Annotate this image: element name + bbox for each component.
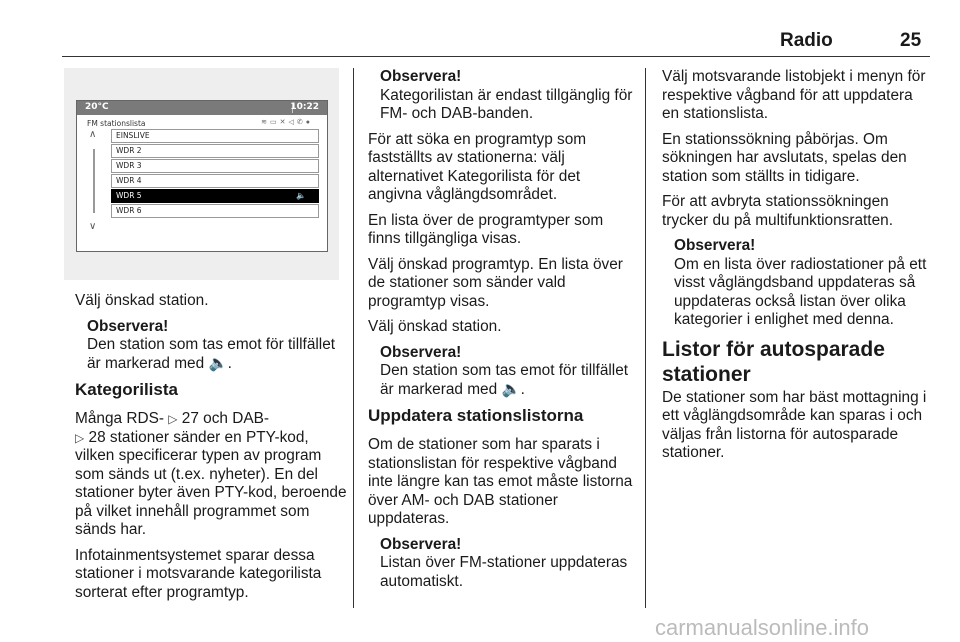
scroll-down-icon[interactable]: ∨ <box>89 221 97 232</box>
signal-icon: ≋ <box>261 119 270 126</box>
paragraph: En lista över de programtyper som finns tillgängliga visas. <box>368 211 604 247</box>
paragraph: Om de stationer som har sparats i stationslistan för respektive vågband inte längre kan tas emot måste listorna över AM- och DAB stationer uppdateras. <box>368 436 633 527</box>
note <box>87 318 347 374</box>
note-body: Om en lista över radiostationer på ett visst våglängdsband uppdateras så uppdateras också listan över olika kategorier i enlighet med denna. <box>674 255 927 328</box>
temperature: 20°C <box>85 102 109 112</box>
watermark: carmanualsonline.info <box>655 615 870 640</box>
note-body: Kategorilistan är endast tillgänglig för FM- och DAB-banden. <box>380 86 633 122</box>
station-name: WDR 4 <box>116 176 142 185</box>
paragraph: Välj önskad station. <box>368 318 502 335</box>
station-list-screenshot <box>64 68 339 280</box>
settings-icon: ● <box>305 119 313 126</box>
status-bar <box>77 101 327 115</box>
column-divider-1 <box>353 68 354 608</box>
traffic-icon: ✕ <box>279 119 289 126</box>
rds-icon: ▭ <box>270 119 280 126</box>
note-title: Observera! <box>674 237 756 254</box>
note-body: Den station som tas emot för tillfället är markerad med 🔈. <box>87 336 336 372</box>
status-icons <box>261 118 313 126</box>
paragraph: För att avbryta stationssökningen trycker du på multifunktionsratten. <box>662 193 893 229</box>
paragraph: Välj motsvarande listobjekt i menyn för respektive vågband för att uppdatera en stationslista. <box>662 68 926 122</box>
station-row[interactable] <box>111 204 319 218</box>
note <box>380 68 636 124</box>
column-divider-2 <box>645 68 646 608</box>
column-3 <box>662 68 934 470</box>
paragraph: För att söka en programtyp som fastställts av stationerna: välj alternativet Kategorilista för det angivna våglängdsområdet. <box>368 130 587 203</box>
note <box>380 344 636 400</box>
station-row[interactable] <box>111 174 319 188</box>
station-row[interactable] <box>111 129 319 143</box>
heading-kategorilista: Kategorilista <box>75 380 178 399</box>
speaker-icon: 🔈 <box>296 191 306 200</box>
note-body: Den station som tas emot för tillfället är markerad med 🔈. <box>380 362 629 398</box>
section-title: Radio <box>780 30 833 51</box>
list-title: FM stationslista <box>87 119 146 128</box>
note <box>674 237 934 330</box>
station-list <box>111 129 319 219</box>
station-name: WDR 3 <box>116 161 142 170</box>
scroll-up-icon[interactable]: ∧ <box>89 129 97 140</box>
note-title: Observera! <box>380 68 462 85</box>
paragraph: Infotainmentsystemet sparar dessa stationer i motsvarande kategorilista sorterat efter programtyp. <box>75 546 322 601</box>
station-row[interactable] <box>111 144 319 158</box>
paragraph: En stationssökning påbörjas. Om sökningen har avslutats, spelas den station som ställts in tidigare. <box>662 130 907 185</box>
heading-listor: Listor för autosparade stationer <box>662 337 885 386</box>
page-reference-icon: ▷ <box>75 430 85 445</box>
header-rule <box>62 56 930 57</box>
note-title: Observera! <box>380 343 462 361</box>
column-2 <box>368 68 636 598</box>
column-1 <box>75 292 347 609</box>
page-number: 25 <box>900 30 922 51</box>
paragraph: Välj önskad station. <box>75 292 209 309</box>
station-name: WDR 6 <box>116 206 142 215</box>
scrollbar[interactable] <box>93 149 95 213</box>
infotainment-screen <box>76 100 328 252</box>
station-row[interactable] <box>111 189 319 203</box>
note-title: Observera! <box>380 535 462 553</box>
station-name: WDR 5 <box>116 191 142 200</box>
note <box>380 536 636 592</box>
paragraph: Välj önskad programtyp. En lista över de stationer som sänder vald programtyp visas. <box>368 255 623 310</box>
note-body: Listan över FM-stationer uppdateras automatiskt. <box>380 554 628 590</box>
clock: 10:22 <box>290 102 319 112</box>
page-reference-icon: ▷ <box>168 412 178 426</box>
mute-icon: ◁ <box>288 119 297 126</box>
paragraph: Många RDS- ▷ 27 och DAB- ▷ 28 stationer sänder en PTY-kod, vilken specificerar typen av program som sänds ut (t.ex. nyheter). En del stationer byter även PTY-kod, beroende på vilket innehåll programmet som sänds har. <box>75 410 347 538</box>
heading-uppdatera: Uppdatera stationslistorna <box>368 406 584 425</box>
station-row[interactable] <box>111 159 319 173</box>
phone-icon: ✆ <box>296 119 306 126</box>
paragraph: De stationer som har bäst mottagning i ett våglängdsområde kan sparas i och väljas från listorna för autosparade stationer. <box>662 388 927 461</box>
station-name: EINSLIVE <box>116 131 150 140</box>
station-name: WDR 2 <box>116 146 142 155</box>
note-title: Observera! <box>87 317 169 335</box>
